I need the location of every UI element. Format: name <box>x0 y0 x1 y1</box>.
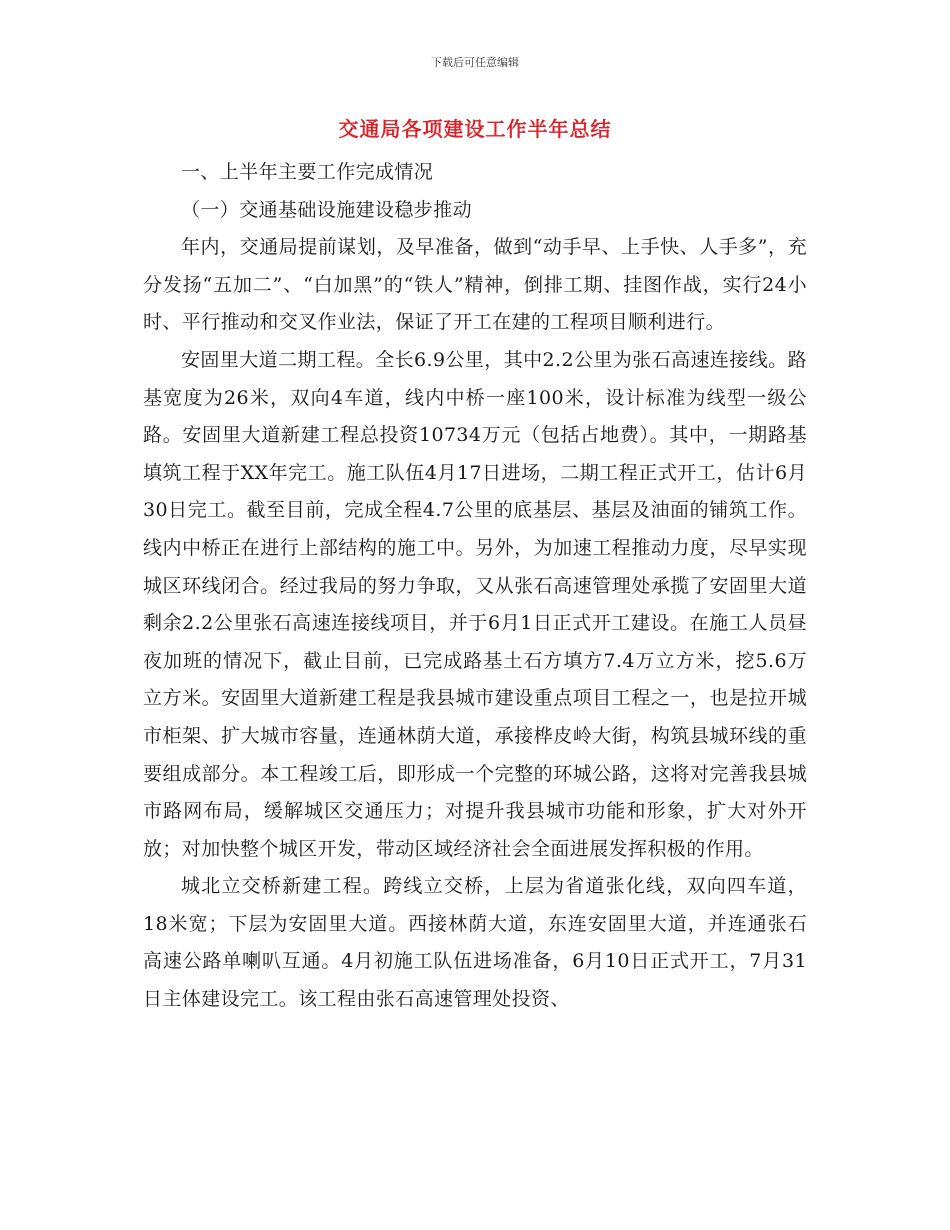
document-title: 交通局各项建设工作半年总结 <box>338 117 612 141</box>
document-body <box>143 154 807 1019</box>
paragraph-intro: 年内，交通局提前谋划，及早准备，做到“动手早、上手快、人手多”，充分发扬“五加二”、“白加黑”的“铁人”精神，倒排工期、挂图作战，实行24小时、平行推动和交叉作业法，保证了开工在建的工程项目顺利进行。 <box>143 236 807 334</box>
header-note: 下载后可任意编辑 <box>431 56 519 69</box>
subsection-heading: （一）交通基础设施建设稳步推动 <box>181 198 473 221</box>
paragraph-anguli-avenue: 安固里大道二期工程。全长6.9公里，其中2.2公里为张石高速连接线。路基宽度为26米，双向4车道，线内中桥一座100米，设计标准为线型一级公路。安固里大道新建工程总投资10734万元（包括占地费）。其中，一期路基填筑工程于XX年完工。施工队伍4月17日进场，二期工程正式开工，估计6月30日完工。截至目前，完成全程4.7公里的底基层、基层及油面的铺筑工作。线内中桥正在进行上部结构的施工中。另外，为加速工程推动力度，尽早实现城区环线闭合。经过我局的努力争取，又从张石高速管理处承揽了安固里大道剩余2.2公里张石高速连接线项目，并于6月1日正式开工建设。在施工人员昼夜加班的情况下，截止目前，已完成路基土石方填方7.4万立方米，挖5.6万立方米。安固里大道新建工程是我县城市建设重点项目工程之一，也是拉开城市柜架、扩大城市容量，连通林荫大道，承接桦皮岭大街，构筑县城环线的重要组成部分。本工程竣工后，即形成一个完整的环城公路，这将对完善我县城市路网布局，缓解城区交通压力；对提升我县城市功能和形象，扩大对外开放；对加快整个城区开发，带动区域经济社会全面进展发挥积极的作用。 <box>143 348 807 860</box>
section-heading: 一、上半年主要工作完成情况 <box>181 161 434 183</box>
paragraph-chengbei-overpass: 城北立交桥新建工程。跨线立交桥，上层为省道张化线，双向四车道，18米宽；下层为安固里大道。西接林荫大道，东连安固里大道，并连通张石高速公路单喇叭互通。4月初施工队伍进场准备，6月10日正式开工，7月31日主体建设完工。该工程由张石高速管理处投资、 <box>143 875 807 1011</box>
